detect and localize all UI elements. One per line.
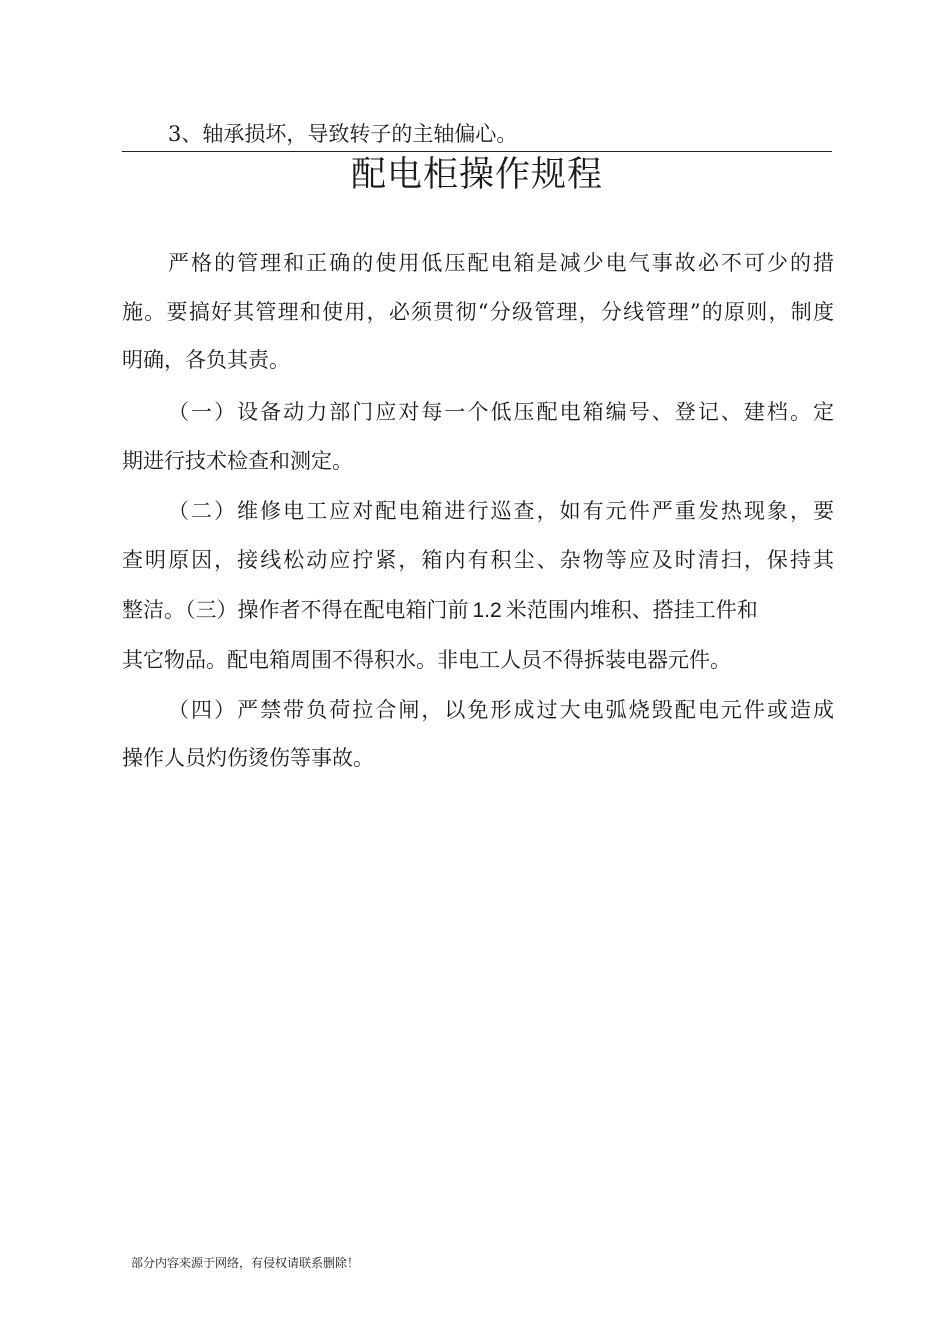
paragraph-line: 严格的管理和正确的使用低压配电箱是减少电气事故必不可少的措 <box>168 251 834 275</box>
paragraph-line: 查明原因，接线松动应拧紧，箱内有积尘、杂物等应及时清扫，保持其 <box>122 548 834 572</box>
paragraph-line <box>122 595 834 626</box>
distance-value: 1.2 <box>472 599 502 622</box>
page-title: 配电柜操作规程 <box>350 155 603 195</box>
paragraph-line: 操作人员灼伤烫伤等事故。 <box>122 746 374 770</box>
page-footer: 部分内容来源于网络，有侵权请联系删除！ <box>131 1256 360 1270</box>
line-segment: 整洁。（三）操作者不得在配电箱门前 <box>122 598 469 622</box>
paragraph-line: （一）设备动力部门应对每一个低压配电箱编号、登记、建档。定 <box>168 400 834 424</box>
paragraph-line: （四）严禁带负荷拉合闸，以免形成过大电弧烧毁配电元件或造成 <box>168 698 834 722</box>
paragraph-line: 期进行技术检查和测定。 <box>122 449 353 473</box>
paragraph-line: 其它物品。配电箱周围不得积水。非电工人员不得拆装电器元件。 <box>122 648 731 672</box>
paragraph-line: 明确，各负其责。 <box>122 348 290 372</box>
previous-section-last-line: 3、轴承损坏，导致转子的主轴偏心。 <box>168 122 518 146</box>
paragraph-line: 施。要搞好其管理和使用，必须贯彻“分级管理，分线管理”的原则，制度 <box>122 300 834 324</box>
line-segment: 米范围内堆积、搭挂工件和 <box>505 598 758 622</box>
paragraph-line: （二）维修电工应对配电箱进行巡查，如有元件严重发热现象，要 <box>168 499 834 523</box>
